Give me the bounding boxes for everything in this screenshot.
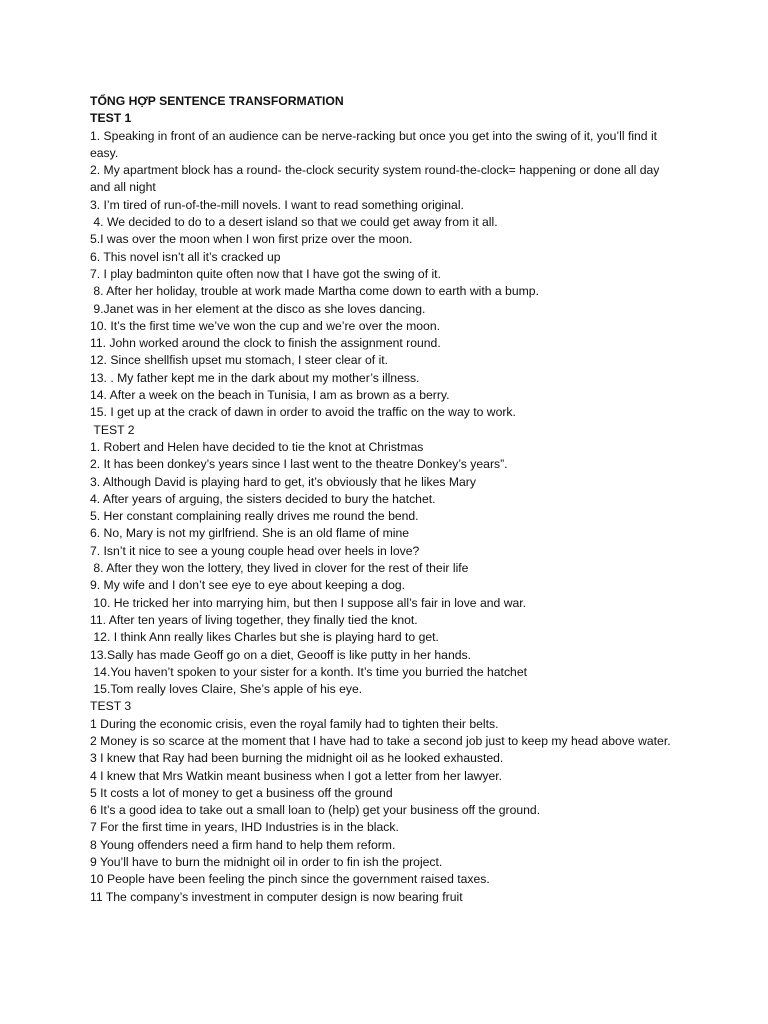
sentence-item: 5.I was over the moon when I won first prize over the moon.: [90, 232, 413, 247]
sentence-item: 4 I knew that Mrs Watkin meant business when I got a letter from her lawyer.: [90, 768, 503, 783]
sentence-item: 10 People have been feeling the pinch since the government raised taxes.: [90, 872, 490, 887]
sentence-item: 9 You’ll have to burn the midnight oil in order to fin ish the project.: [90, 855, 443, 870]
sentence-item: 1 During the economic crisis, even the royal family had to tighten their belts.: [90, 716, 499, 731]
sentence-item: 7. I play badminton quite often now that I have got the swing of it.: [90, 266, 441, 281]
sentence-item: 9. My wife and I don’t see eye to eye about keeping a dog.: [90, 578, 406, 593]
sentence-item: 13. . My father kept me in the dark about my mother’s illness.: [90, 370, 420, 385]
sentence-item: 5. Her constant complaining really drives me round the bend.: [90, 509, 419, 524]
section-heading-test-3: TEST 3: [90, 699, 132, 714]
sentence-item: 14. After a week on the beach in Tunisia, I am as brown as a berry.: [90, 388, 450, 403]
sentence-item: 6 It’s a good idea to take out a small loan to (help) get your business off the ground.: [90, 803, 541, 818]
sentence-item: 12. I think Ann really likes Charles but she is playing hard to get.: [90, 630, 439, 645]
sentence-item: 9.Janet was in her element at the disco as she loves dancing.: [90, 301, 426, 316]
sentence-item: 15.Tom really loves Claire, She’s apple of his eye.: [90, 682, 363, 697]
sentence-item: 12. Since shellfish upset mu stomach, I steer clear of it.: [90, 353, 389, 368]
sentence-item: 8 Young offenders need a firm hand to help them reform.: [90, 837, 396, 852]
sentence-item: 13.Sally has made Geoff go on a diet, Geooff is like putty in her hands.: [90, 647, 471, 662]
sentence-item: 2. My apartment block has a round- the-clock security system round-the-clock= happening or done all day and all night: [90, 163, 663, 195]
sentence-item: 8. After they won the lottery, they lived in clover for the rest of their life: [90, 561, 469, 576]
sentence-item: 11 The company’s investment in computer design is now bearing fruit: [90, 889, 463, 904]
sentence-item: 15. I get up at the crack of dawn in order to avoid the traffic on the way to work.: [90, 405, 516, 420]
sentence-item: 8. After her holiday, trouble at work made Martha come down to earth with a bump.: [90, 284, 539, 299]
sentence-item: 6. This novel isn’t all it’s cracked up: [90, 249, 281, 264]
section-heading-test-2: TEST 2: [90, 422, 135, 437]
sentence-item: 4. After years of arguing, the sisters decided to bury the hatchet.: [90, 491, 436, 506]
sentence-item: 3. Although David is playing hard to get, it’s obviously that he likes Mary: [90, 474, 476, 489]
sentence-item: 7 For the first time in years, IHD Industries is in the black.: [90, 820, 399, 835]
sentence-item: 1. Speaking in front of an audience can be nerve-racking but once you get into the swing of it, you’ll find it easy.: [90, 128, 661, 160]
sentence-item: 2. It has been donkey’s years since I last went to the theatre Donkey’s years”.: [90, 457, 508, 472]
document-body: [90, 93, 680, 906]
sentence-item: 3. I’m tired of run-of-the-mill novels. I want to read something original.: [90, 197, 464, 212]
section-heading-test-1: TEST 1: [90, 111, 132, 126]
sentence-item: 2 Money is so scarce at the moment that I have had to take a second job just to keep my head above water.: [90, 733, 671, 748]
sentence-item: 6. No, Mary is not my girlfriend. She is an old flame of mine: [90, 526, 410, 541]
sentence-item: 14.You haven’t spoken to your sister for a konth. It’s time you burried the hatchet: [90, 664, 527, 679]
sentence-item: 1. Robert and Helen have decided to tie the knot at Christmas: [90, 439, 424, 454]
sentence-item: 11. After ten years of living together, they finally tied the knot.: [90, 612, 418, 627]
sentence-item: 10. It’s the first time we’ve won the cup and we’re over the moon.: [90, 318, 441, 333]
sentence-item: 10. He tricked her into marrying him, but then I suppose all’s fair in love and war.: [90, 595, 527, 610]
sentence-item: 11. John worked around the clock to finish the assignment round.: [90, 336, 441, 351]
sentence-item: 3 I knew that Ray had been burning the midnight oil as he looked exhausted.: [90, 751, 504, 766]
sentence-item: 7. Isn’t it nice to see a young couple head over heels in love?: [90, 543, 420, 558]
sentence-item: 4. We decided to do to a desert island so that we could get away from it all.: [90, 215, 498, 230]
sentence-item: 5 It costs a lot of money to get a business off the ground: [90, 785, 393, 800]
document-title: TỔNG HỢP SENTENCE TRANSFORMATION: [90, 94, 344, 108]
